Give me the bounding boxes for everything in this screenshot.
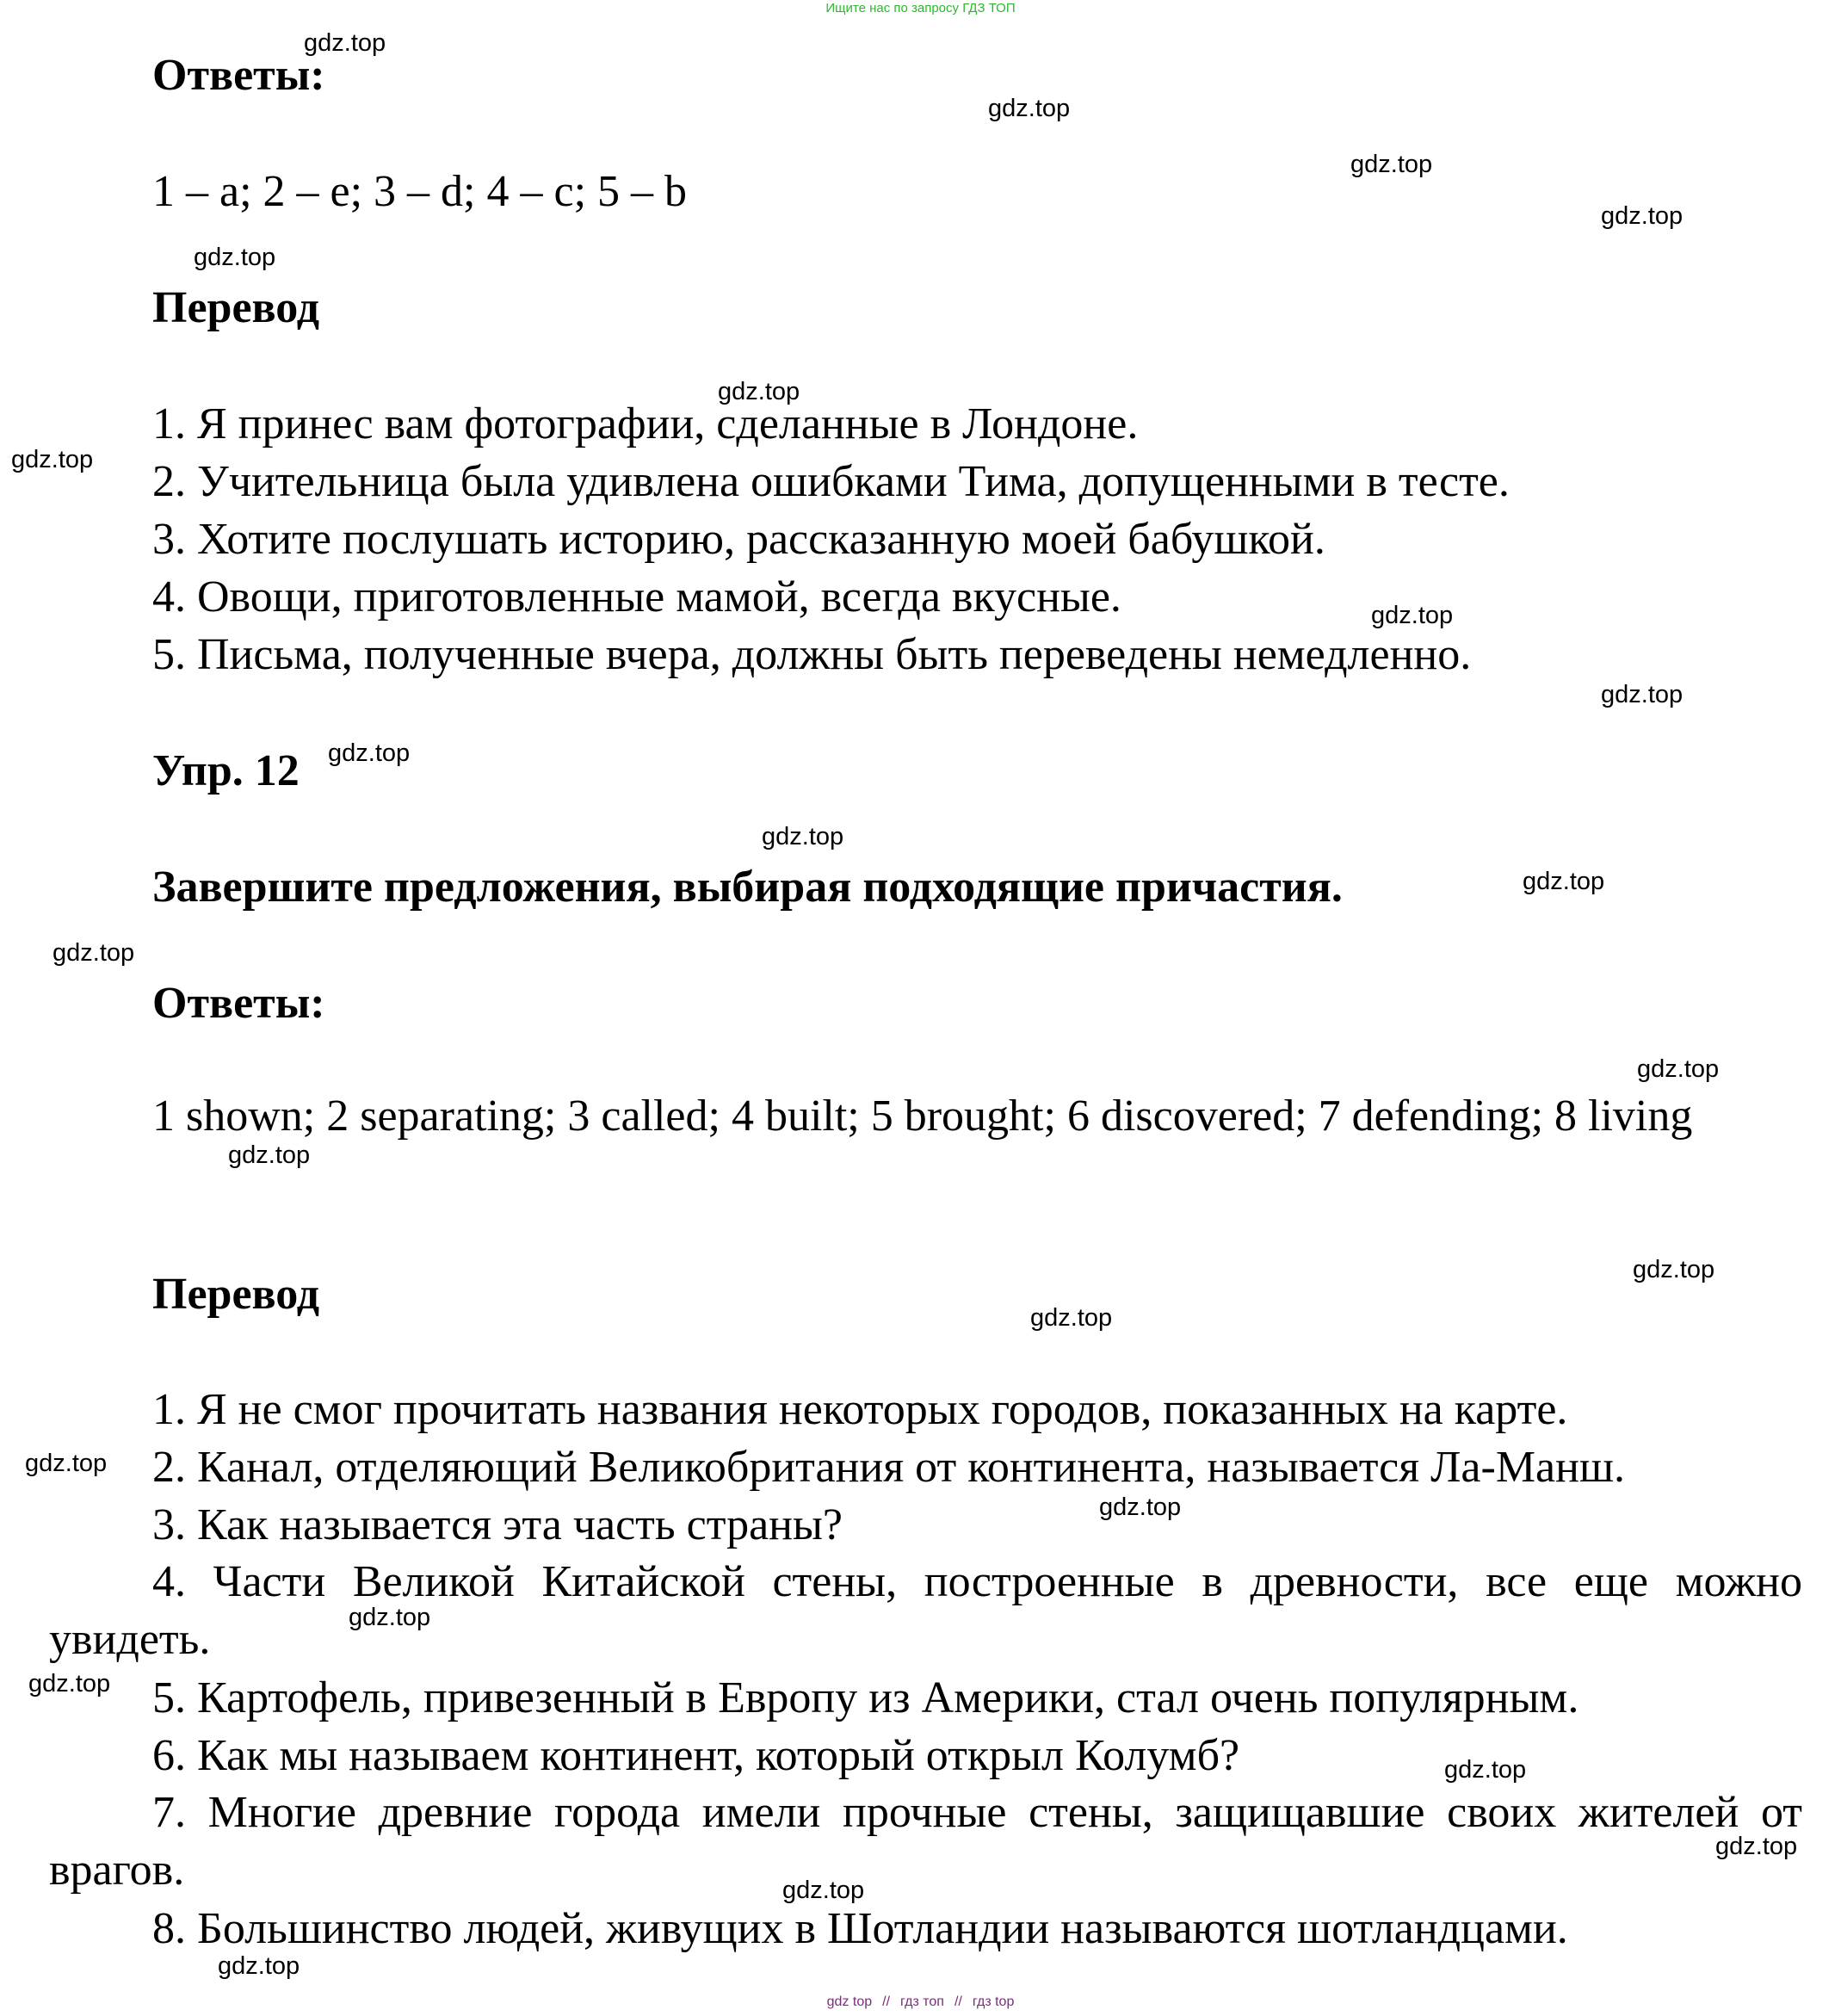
watermark: gdz.top — [349, 1604, 431, 1631]
watermark: gdz.top — [782, 1877, 865, 1904]
watermark: gdz.top — [228, 1141, 311, 1169]
translation-item-1: 1. Я принес вам фотографии, сделанные в Лондоне. — [152, 399, 1139, 448]
exercise-translation-item-3: 3. Как называется эта часть страны? — [152, 1500, 843, 1549]
exercise-title: Упр. 12 — [152, 746, 300, 795]
watermark: gdz.top — [1099, 1493, 1182, 1521]
answers-line: 1 – a; 2 – e; 3 – d; 4 – c; 5 – b — [152, 167, 688, 216]
watermark: gdz.top — [1637, 1055, 1720, 1083]
watermark: gdz.top — [304, 29, 386, 57]
exercise-translation-item-6: 6. Как мы называем континент, который открыл Колумб? — [152, 1731, 1240, 1780]
translation-item-4: 4. Овощи, приготовленные мамой, всегда вкусные. — [152, 572, 1121, 621]
watermark: gdz.top — [194, 244, 276, 271]
translation-item-3: 3. Хотите послушать историю, рассказанную моей бабушкой. — [152, 515, 1325, 564]
translation-item-5: 5. Письма, полученные вчера, должны быть переведены немедленно. — [152, 630, 1472, 679]
watermark: gdz.top — [1030, 1304, 1113, 1332]
watermark: gdz.top — [1350, 151, 1433, 178]
exercise-translation-heading: Перевод — [152, 1270, 320, 1319]
footer-separator: // — [954, 1994, 962, 2009]
watermark: gdz.top — [1444, 1756, 1527, 1784]
footer-link[interactable]: гдз top — [972, 1994, 1015, 2009]
footer-separator: // — [882, 1994, 891, 2009]
footer-link[interactable]: gdz top — [826, 1994, 873, 2009]
translation-heading: Перевод — [152, 283, 320, 332]
watermark: gdz.top — [718, 378, 800, 405]
answers-heading: Ответы: — [152, 51, 325, 100]
watermark: gdz.top — [1371, 602, 1454, 629]
watermark: gdz.top — [1523, 868, 1605, 895]
exercise-instruction: Завершите предложения, выбирая подходящие причастия. — [152, 863, 1343, 912]
watermark: gdz.top — [328, 739, 411, 767]
footer-link[interactable]: гдз топ — [900, 1994, 944, 2009]
watermark: gdz.top — [25, 1450, 108, 1477]
exercise-translation-item-2: 2. Канал, отделяющий Великобритания от континента, называется Ла-Манш. — [152, 1443, 1625, 1492]
header-banner[interactable]: Ищите нас по запросу ГДЗ ТОП — [825, 1, 1016, 15]
exercise-translation-item-4: 4. Части Великой Китайской стены, построенные в древности, все еще можно увидеть. — [49, 1557, 1802, 1664]
exercise-translation-item-8: 8. Большинство людей, живущих в Шотландии называются шотландцами. — [152, 1904, 1568, 1953]
exercise-answers-heading: Ответы: — [152, 979, 325, 1028]
watermark: gdz.top — [1601, 202, 1683, 230]
watermark: gdz.top — [1633, 1256, 1715, 1283]
exercise-translation-item-1: 1. Я не смог прочитать названия некоторых городов, показанных на карте. — [152, 1385, 1568, 1434]
footer-banner[interactable] — [0, 1994, 1841, 2011]
watermark: gdz.top — [988, 95, 1071, 122]
watermark: gdz.top — [762, 823, 844, 850]
exercise-answers-text: 1 shown; 2 separating; 3 called; 4 built; 5 brought; 6 discovered; 7 defending; 8 living — [152, 1091, 1693, 1141]
watermark: gdz.top — [1601, 681, 1683, 708]
watermark: gdz.top — [1715, 1833, 1798, 1860]
exercise-translation-item-5: 5. Картофель, привезенный в Европу из Америки, стал очень популярным. — [152, 1673, 1579, 1722]
exercise-translation-item-7: 7. Многие древние города имели прочные стены, защищавшие своих жителей от врагов. — [49, 1788, 1802, 1895]
watermark: gdz.top — [28, 1670, 111, 1698]
watermark: gdz.top — [218, 1952, 300, 1980]
watermark: gdz.top — [11, 446, 94, 473]
watermark: gdz.top — [53, 939, 135, 967]
translation-item-2: 2. Учительница была удивлена ошибками Тима, допущенными в тесте. — [152, 457, 1510, 506]
